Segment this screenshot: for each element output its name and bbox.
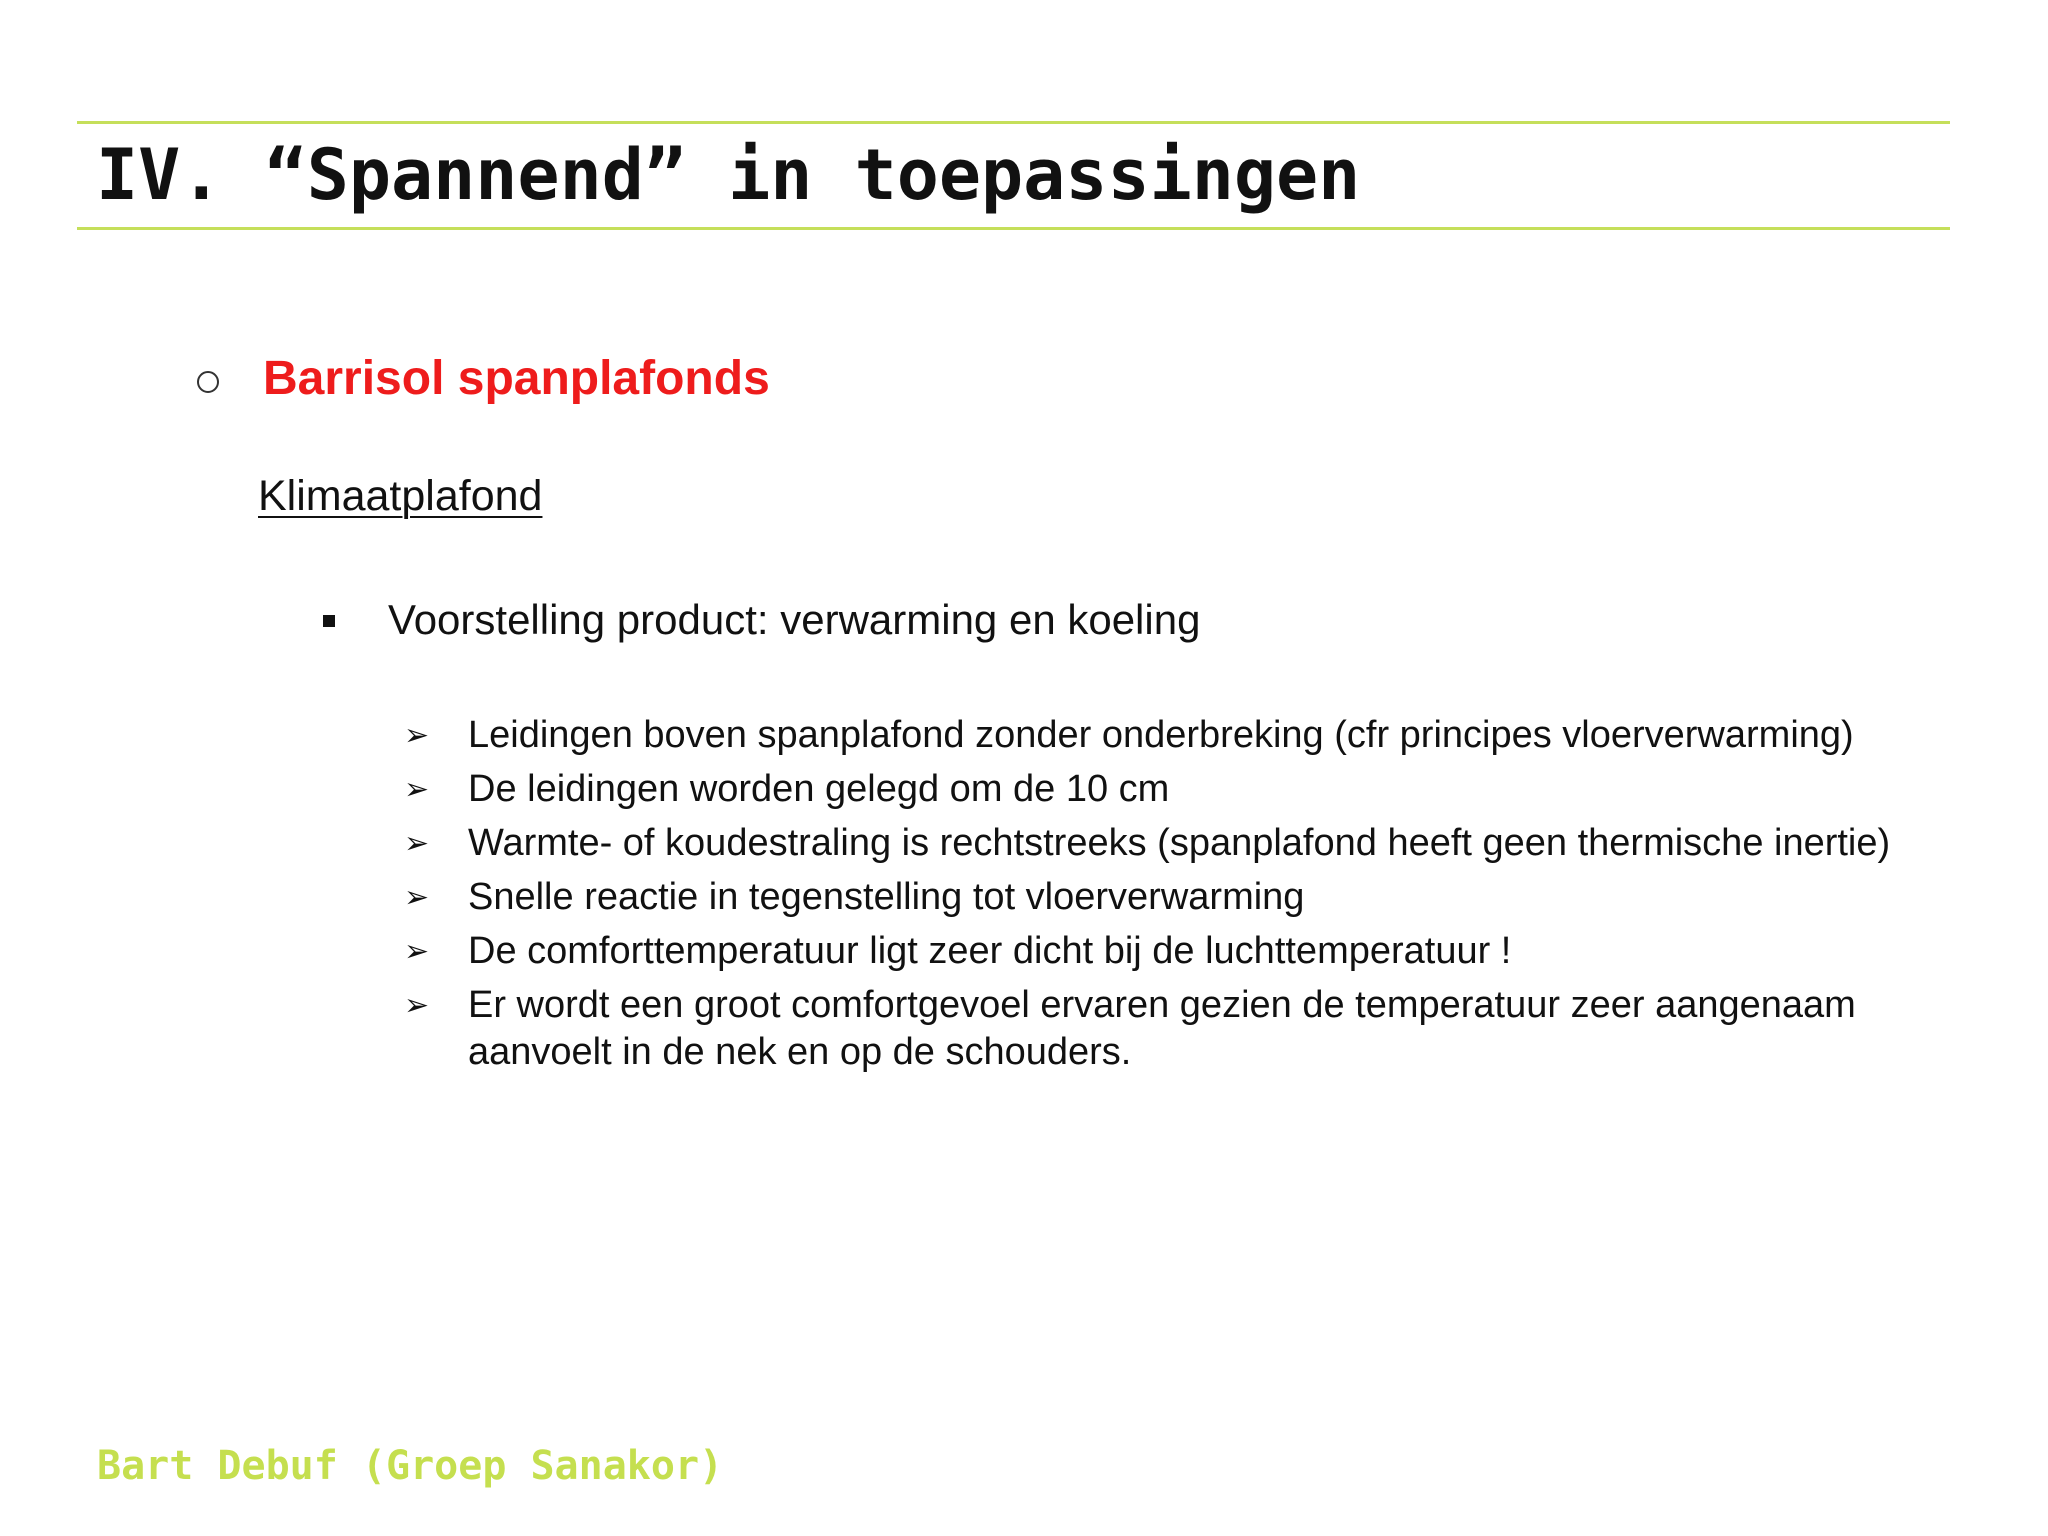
arrowhead-bullet-icon: ➢ [404, 934, 430, 969]
subheading-klimaatplafond: Klimaatplafond [258, 472, 543, 520]
arrowhead-bullet-icon: ➢ [404, 772, 430, 807]
title-bottom-rule [77, 227, 1950, 230]
arrowhead-bullet-icon: ➢ [404, 826, 430, 861]
detail-list [404, 712, 1964, 1083]
detail-item [404, 712, 1964, 759]
detail-text: Warmte- of koudestraling is rechtstreeks (spanplafond heeft geen thermische inertie) [468, 822, 1891, 864]
detail-text: Leidingen boven spanplafond zonder onderbreking (cfr principes vloerverwarming) [468, 714, 1854, 756]
square-bullet-icon [323, 615, 335, 627]
detail-item [404, 766, 1964, 813]
title-top-rule [77, 121, 1950, 124]
slide-title: IV. “Spannend” in toepassingen [96, 134, 1361, 216]
detail-text: De leidingen worden gelegd om de 10 cm [468, 768, 1170, 810]
section-heading: Barrisol spanplafonds [263, 351, 770, 405]
detail-text: Er wordt een groot comfortgevoel ervaren gezien de temperatuur zeer aangenaam aanvoelt in de nek en op de schouders. [468, 984, 1856, 1073]
detail-text: Snelle reactie in tegenstelling tot vloerverwarming [468, 876, 1305, 918]
arrowhead-bullet-icon: ➢ [404, 880, 430, 915]
detail-text: De comforttemperatuur ligt zeer dicht bij de luchttemperatuur ! [468, 930, 1512, 972]
arrowhead-bullet-icon: ➢ [404, 988, 430, 1023]
point-label: Voorstelling product: verwarming en koeling [388, 596, 1201, 643]
arrowhead-bullet-icon: ➢ [404, 718, 430, 753]
detail-item [404, 982, 1964, 1076]
detail-item [404, 874, 1964, 921]
detail-item [404, 928, 1964, 975]
point-bullet-item [323, 592, 1200, 648]
hollow-circle-icon [197, 371, 219, 393]
footer-author: Bart Debuf (Groep Sanakor) [97, 1443, 724, 1489]
detail-item [404, 820, 1964, 867]
section-bullet-item [197, 348, 770, 408]
